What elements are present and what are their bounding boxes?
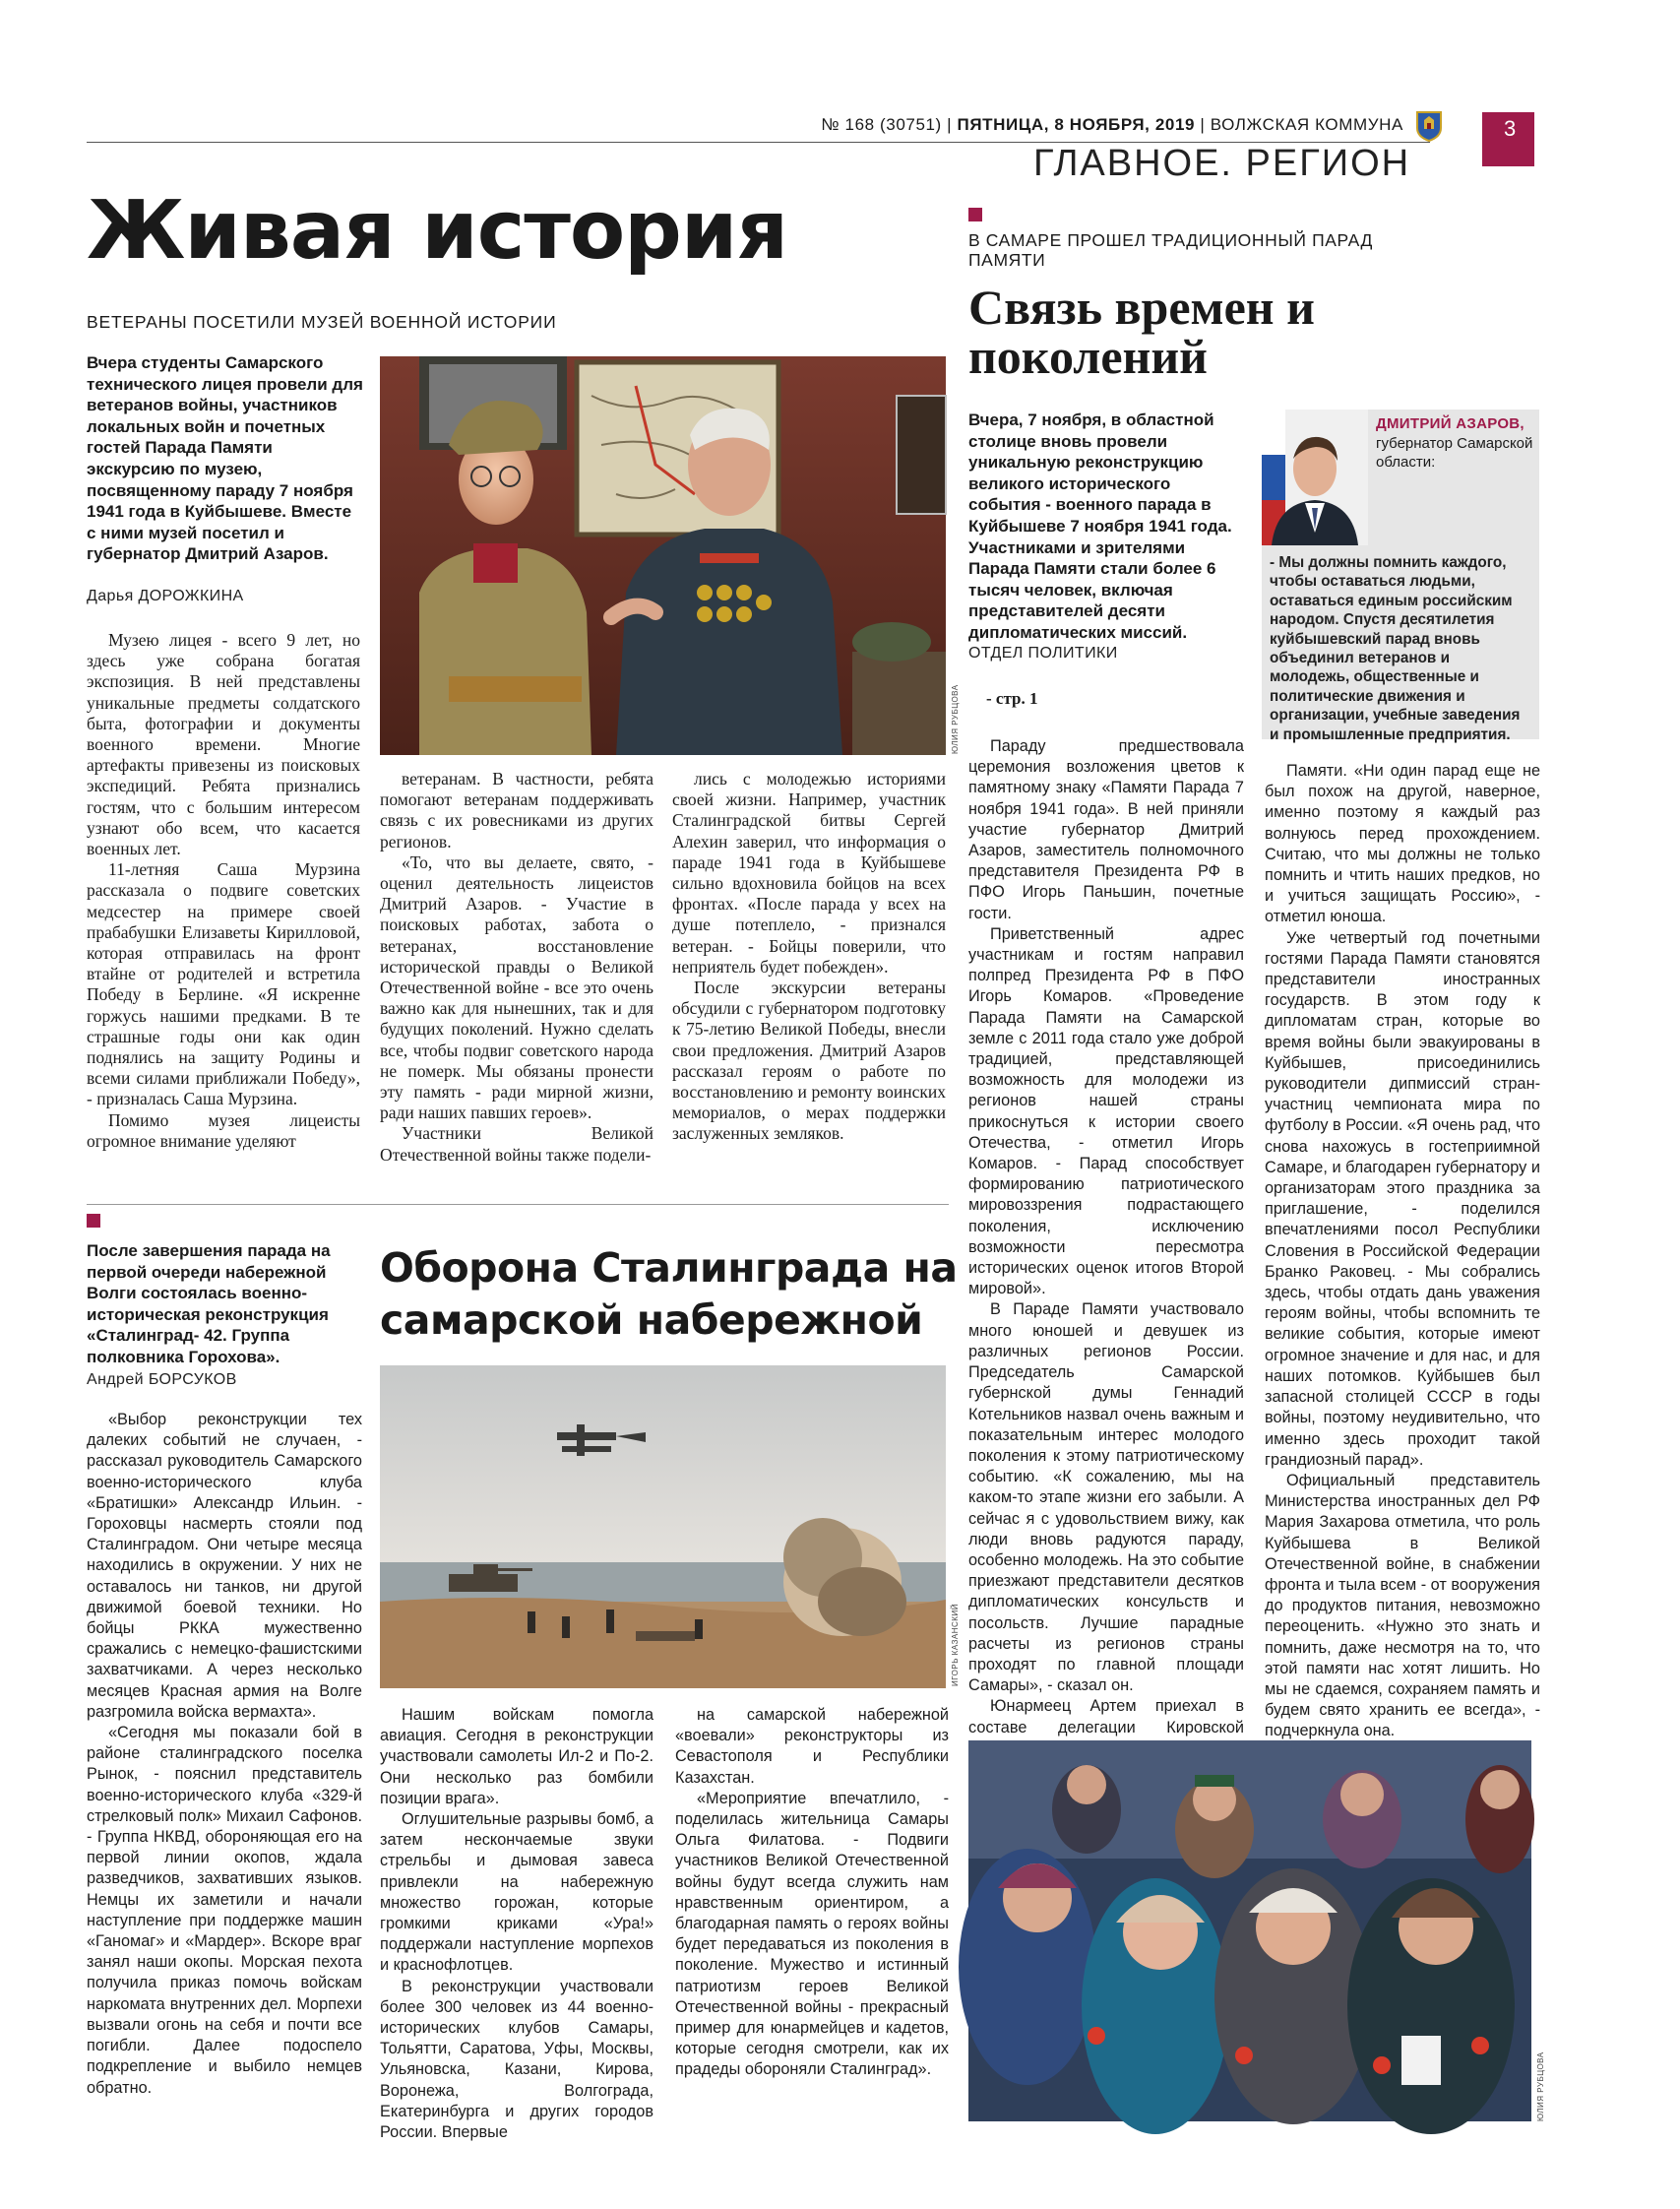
paragraph: Участники Великой Отечественной войны также подели-: [380, 1123, 653, 1165]
museum-photo: [380, 356, 946, 755]
section-title: ГЛАВНОЕ. РЕГИОН: [1033, 143, 1411, 184]
story2-lead: Вчера, 7 ноября, в областной столице вновь провели уникальную реконструкцию великого исторического события - военного парада в Куйбышеве 7 ноября 1941 года. Участниками и зрителями Парада Памяти стали более 6 тысяч человек, включая представителей десяти дипломатических миссий.: [968, 410, 1232, 642]
story3-col1: [87, 1410, 362, 2123]
paragraph: Параду предшествовала церемония возложения цветов к памятному знаку «Памяти Парада 7 ноября 1941 года». В ней приняли участие губернатор Дмитрий Азаров, заместитель полномочного представителя Президента РФ в ПФО Игорь Паньшин, почетные гости.: [968, 737, 1244, 922]
quote-author-role: губернатор Самарской области:: [1376, 435, 1533, 471]
paragraph: 11-летняя Саша Мурзина рассказала о подвиге советских медсестер на примере своей прабабушки Елизаветы Кирилловой, которая отправилась на фронт втайне от родителей и встретила Победу в Берлине. «Я искренне горжусь нашими предками. В те страшные годы они как один поднялись на защиту Родины и всеми силами приближали Победу», - призналась Саша Мурзина.: [87, 859, 360, 1109]
reenactment-photo-credit: ИГОРЬ КАЗАНСКИЙ: [951, 1604, 960, 1686]
paragraph: на самарской набережной «воевали» реконструкторы из Севастополя и Республики Казахстан.: [675, 1706, 949, 1787]
story3-col3: [675, 1705, 949, 2123]
story3-title: Оборона Сталинграда на самарской набережной: [380, 1244, 958, 1344]
story3-marker: [87, 1214, 100, 1228]
quote-author: ДМИТРИЙ АЗАРОВ,: [1376, 415, 1524, 432]
paragraph: Музею лицея - всего 9 лет, но здесь уже собрана богатая экспозиция. В ней представлены уникальные предметы солдатского быта, фотографии и документы военного времени. Многие артефакты привезены из поисковых экспедиций. Ребята признались гостям, что с большим интересом узнают обо всем, что касается военных лет.: [87, 630, 360, 859]
crowd-photo: [968, 1740, 1531, 2121]
paragraph: Официальный представитель Министерства иностранных дел РФ Мария Захарова отметила, что роль Куйбышева в Великой Отечественной войне, в снабжении фронта и тыла всем - от вооружения до продуктов питания, невозможно переоценить. «Нужно это знать и помнить, даже несмотря на то, что этой памяти нас хотят лишить. Но мы не сдаемся, сохраняем память и будем свято хранить ее всегда», - подчеркнула она.: [1265, 1471, 1540, 1740]
story3-byline: Андрей БОРСУКОВ: [87, 1371, 237, 1388]
paragraph: лись с молодежью историями своей жизни. Например, участник Сталинградской битвы Сергей Алехин заверил, что информация о параде 1941 года в Куйбышеве сильно вдохновила бойцов на всех фронтах. «После парада у всех на душе потеплело, - признался ветеран. - Бойцы поверили, что неприятель будет побежден».: [672, 769, 946, 977]
paragraph: «То, что вы делаете, свято, - оценил деятельность лицеистов Дмитрий Азаров. - Участие в поисковых работах, забота о ветеранах, восстановление исторической правды о Великой Отечественной войне - все это очень важно как для нынешних, так и для будущих поколений. Нужно сделать все, чтобы подвиг советского народа не померк. Мы обязаны пронести эту память - ради мирной жизни, ради наших павших героев».: [380, 852, 653, 1123]
paragraph: Уже четвертый год почетными гостями Парада Памяти становятся представители иностранных государств. В этом году к дипломатам стран, которые во время войны были эвакуированы в Куйбышев, присоединились руководители дипмиссий стран-участниц чемпионата мира по футболу в России. «Я очень рад, что снова нахожусь в гостеприимной Самаре, и благодарен губернатору и организаторам этого праздника за приглашение, - поделился впечатлениями посол Республики Словения в Российской Федерации Бранко Раковец. - Мы собрались здесь, чтобы отдать дань уважения героям войны, чтобы вспомнить те великие события, которые имеют огромное значение и для нас, и для наших потомков. Куйбышев был запасной столицей СССР в годы войны, поэтому неудивительно, что именно здесь проходит такой грандиозный парад».: [1265, 928, 1540, 1469]
paragraph: Нашим войскам помогла авиация. Сегодня в реконструкции участвовали самолеты Ил-2 и По-2. Они несколько раз бомбили позиции врага».: [380, 1706, 653, 1807]
paragraph: Приветственный адрес участникам и гостям направил полпред Президента РФ в ПФО Игорь Комаров. «Проведение Парада Памяти на Самарской земле с 2011 года стало уже доброй традицией, представляющей возможность для молодежи из регионов нашей страны прикоснуться к истории своего Отечества, - отметил Игорь Комаров. - Парад способствует формированию патриотического мировоззрения подрастающего поколения, исключению возможности пересмотра исторических оценок итогов Второй мировой».: [968, 924, 1244, 1298]
story1-title: Живая история: [87, 184, 787, 278]
paragraph: Юнармеец Артем приехал в составе делегации Кировской: [968, 1697, 1244, 1736]
story2-col1: [968, 736, 1244, 1736]
story2-kicker: В САМАРЕ ПРОШЕЛ ТРАДИЦИОННЫЙ ПАРАД ПАМЯТИ: [968, 230, 1373, 270]
issue-date: ПЯТНИЦА, 8 НОЯБРЯ, 2019: [957, 115, 1196, 134]
paper-name: ВОЛЖСКАЯ КОММУНА: [1210, 115, 1403, 134]
paragraph: «Мероприятие впечатлило, - поделилась жительница Самары Ольга Филатова. - Подвиги участников Великой Отечественной войны будут всегда служить нам нравственным ориентиром, а благодарная память о героях войны будет передаваться из поколения в поколение. Мужество и истинный патриотизм героев Великой Отечественной войны - прекрасный пример для юнармейцев и кадетов, которые сегодня смотрели, как их прадеды обороняли Сталинград».: [675, 1789, 949, 2079]
paragraph: Оглушительные разрывы бомб, а затем нескончаемые звуки стрельбы и дымовая завеса привлекли на набережную множество горожан, которые громкими криками «Ура!» поддержали наступление морпехов и краснофлотцев.: [380, 1810, 653, 1975]
paragraph: После экскурсии ветераны обсудили с губернатором подготовку к 75-летию Великой Победы, внесли свои предложения. Дмитрий Азаров рассказал героям о работе по восстановлению и ремонту воинских мемориалов, о мерах поддержки заслуженных земляков.: [672, 978, 946, 1144]
museum-photo-credit: ЮЛИЯ РУБЦОВА: [951, 684, 960, 754]
paragraph: ветеранам. В частности, ребята помогают ветеранам поддерживать связь с их ровесниками из других регионов.: [380, 769, 653, 852]
story2-marker: [968, 208, 982, 221]
region-emblem-icon: [1415, 110, 1443, 142]
issue-line: № 168 (30751) | ПЯТНИЦА, 8 НОЯБРЯ, 2019 | ВОЛЖСКАЯ КОММУНА: [821, 115, 1403, 134]
story3-col2: [380, 1705, 653, 2142]
story3-lead: После завершения парада на первой очереди набережной Волги состоялась военно-историческая реконструкция «Сталинград- 42. Группа полковника Горохова».: [87, 1241, 331, 1366]
story2-byline: ОТДЕЛ ПОЛИТИКИ: [968, 645, 1118, 662]
story1-col2: [380, 769, 653, 1192]
story2-title: Связь времен и поколений: [968, 280, 1315, 384]
paragraph: В реконструкции участвовали более 300 человек из 44 военно-исторических клубов Самары, Тольятти, Саратова, Уфы, Москвы, Ульяновска, Казани, Кирова, Воронежа, Волгограда, Екатеринбурга и других городов России. Впервые: [380, 1977, 653, 2142]
paragraph: Помимо музея лицеисты огромное внимание уделяют: [87, 1109, 360, 1151]
paragraph: Памяти. «Ни один парад еще не был похож на другой, наверное, именно поэтому я каждый раз волнуюсь перед прохождением. Считаю, что мы должны не только помнить и чтить наших предков, но и учиться защищать Россию», - отметил юноша.: [1265, 762, 1540, 926]
paragraph: В Параде Памяти участвовало много юношей и девушек из различных регионов России. Председатель Самарской губернской думы Геннадий Котельников назвал очень важным и показательным интерес молодого поколения к этому патриотическому событию. «К сожалению, мы на каком-то этапе жизни его забыли. А сейчас я с удовольствием вижу, как люди вновь радуются параду, особенно молодежь. На это событие приезжают представители десятков дипломатических консульств и посольств. Лучшие парадные расчеты из регионов страны проходят по главной площади Самары», - сказал он.: [968, 1300, 1244, 1695]
paragraph: «Сегодня мы показали бой в районе сталинградского поселка Рынок, - пояснил представитель военно-исторического клуба «329-й стрелковый полк» Михаил Сафонов. - Группа НКВД, обороняющая его на первой линии окопов, ждала разведчиков, захвативших языков. Немцы их заметили и начали наступление при поддержке машин «Ганомаг» и «Мардер». Вскоре враг занял наши окопы. Морская пехота получила приказ помочь войскам наркомата внутренних дел. Морпехи вызвали огонь на себя и почти все погибли. Далее подоспело подкрепление и выбило немцев обратно.: [87, 1724, 362, 2097]
story2-page-ref: - стр. 1: [986, 689, 1038, 708]
story1-byline: Дарья ДОРОЖКИНА: [87, 588, 244, 604]
governor-portrait: [1262, 410, 1368, 545]
section-divider: [87, 1204, 949, 1205]
story1-col3: [672, 769, 946, 1192]
story1-col1: [87, 630, 360, 1191]
paragraph: «Выбор реконструкции тех далеких событий не случаен, - рассказал руководитель Самарского военно-исторического клуба «Братишки» Александр Ильин. - Гороховцы насмерть стояли под Сталинградом. Они четыре месяца находились в окружении. У них не оставалось ни танков, ни другой движимой боевой техники. Но бойцы РККА мужественно сражались с немецко-фашистскими захватчиками. А через несколько месяцев Красная армия на Волге разгромила войска вермахта».: [87, 1411, 362, 1721]
crowd-photo-credit: ЮЛИЯ РУБЦОВА: [1536, 2051, 1545, 2121]
reenactment-photo: [380, 1365, 946, 1688]
page-number: 3: [1504, 116, 1517, 141]
story1-lead: Вчера студенты Самарского технического лицея провели для ветеранов войны, участников локальных войн и почетных гостей Парада Памяти экскурсию по музею, посвященному параду 7 ноября 1941 года в Куйбышеве. Вместе с ними музей посетил и губернатор Дмитрий Азаров.: [87, 353, 363, 564]
issue-number: № 168 (30751): [821, 115, 942, 134]
quote-text: - Мы должны помнить каждого, чтобы оставаться людьми, оставаться единым российским народом. Спустя десятилетия куйбышевский парад вновь объединил ветеранов и молодежь, общественные и политические движения и организации, учебные заведения и промышленные предприятия.: [1270, 554, 1521, 743]
story1-subtitle: ВЕТЕРАНЫ ПОСЕТИЛИ МУЗЕЙ ВОЕННОЙ ИСТОРИИ: [87, 312, 557, 332]
story2-col2: [1265, 761, 1540, 1740]
